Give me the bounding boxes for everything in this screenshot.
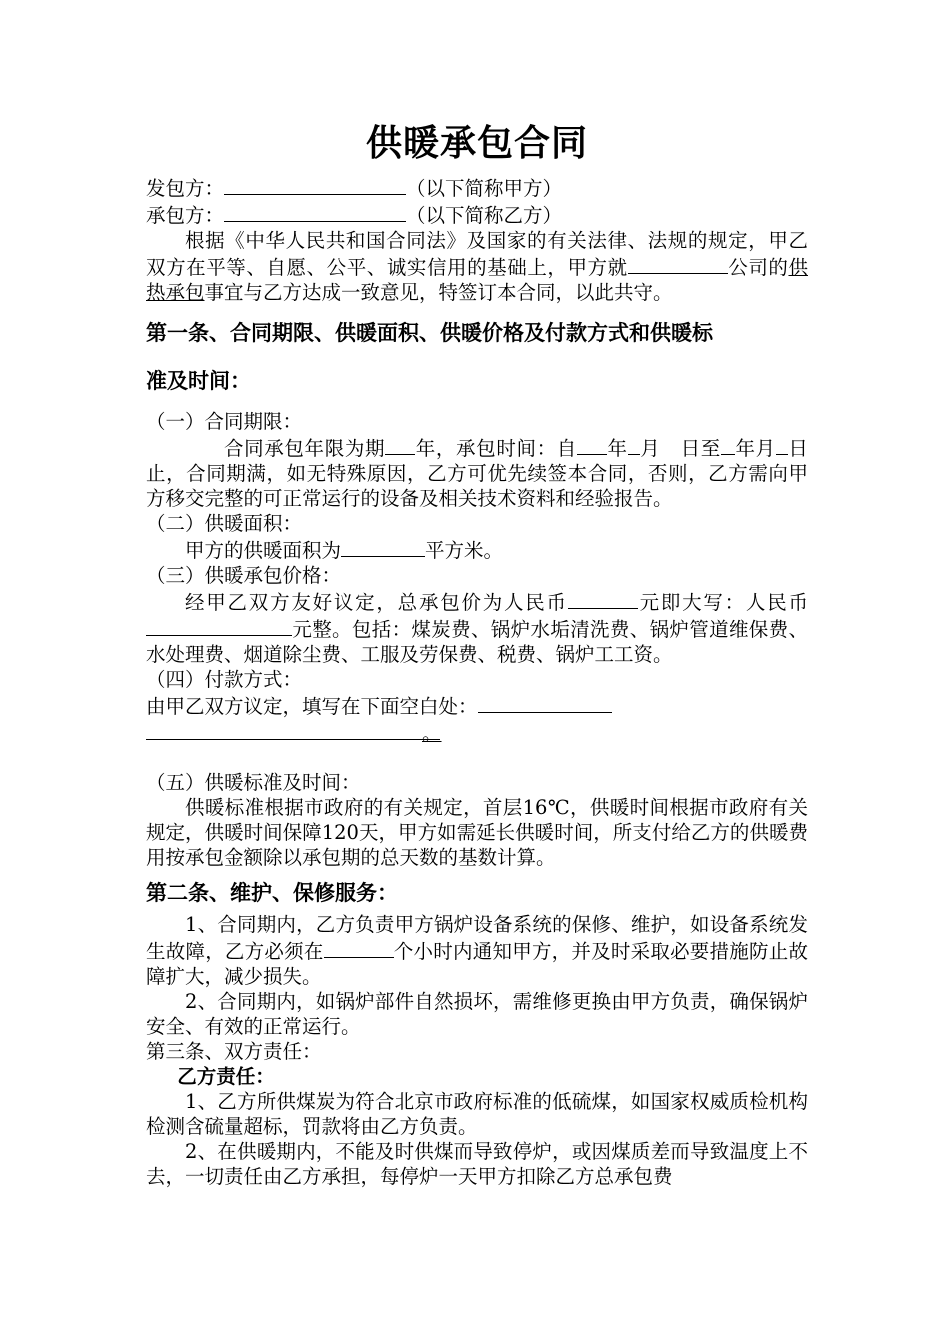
start-year-blank bbox=[577, 434, 607, 455]
article2-heading: 第二条、维护、保修服务： bbox=[146, 881, 398, 905]
price-blank bbox=[568, 588, 638, 609]
party-a-line bbox=[146, 174, 808, 201]
area-blank bbox=[341, 536, 425, 557]
section4-line2 bbox=[146, 719, 808, 746]
party-b-note: （以下简称乙方） bbox=[406, 204, 563, 227]
s1-text-3: 年 bbox=[606, 437, 628, 460]
s1-text-4: 月 日至 bbox=[639, 437, 721, 460]
s1-text-6: 日止，合同期满，如无特殊原因，乙方可优先续签本合同，否则，乙方需向甲方移交完整的可正常运行的设备及相关技术资料和经验报告。 bbox=[146, 437, 808, 510]
s4-text-1: 由甲乙双方议定，填写在下面空白处： bbox=[146, 695, 478, 718]
article3-para2: 2、在供暖期内，不能及时供煤而导致停炉，或因煤质差而导致温度上不去，一切责任由乙方承担，每停炉一天甲方扣除乙方总承包费 bbox=[146, 1140, 808, 1188]
payment-blank-2 bbox=[146, 719, 440, 740]
s2-text-2: 平方米。 bbox=[425, 539, 504, 562]
article1-heading-line1: 第一条、合同期限、供暖面积、供暖价格及付款方式和供暖标 bbox=[146, 321, 713, 345]
party-b-line bbox=[146, 201, 808, 228]
hours-blank bbox=[324, 937, 394, 958]
price-words-blank bbox=[146, 615, 292, 636]
a2-text-2: 个小时内通知甲方，并及时采取必要措施防止故障扩大，减少损失。 bbox=[146, 940, 808, 988]
party-a-blank bbox=[224, 174, 406, 195]
preamble-text-3: 事宜与乙方达成一致意见，特签订本合同，以此共守。 bbox=[204, 281, 673, 304]
article3-heading: 第三条、双方责任： bbox=[146, 1040, 322, 1063]
s4-end: 。 bbox=[422, 722, 442, 745]
s1-text-1: 合同承包年限为期 bbox=[224, 437, 386, 460]
contract-page bbox=[146, 118, 808, 1189]
s2-text-1: 甲方的供暖面积为 bbox=[185, 539, 342, 562]
article1-heading bbox=[146, 309, 808, 405]
spacer bbox=[146, 746, 808, 770]
preamble-text-1: 根据《中华人民共和国合同法》及国家的有关法律、法规的规定，甲乙双方在平等、自愿、公平、诚实信用的基础上，甲方就 bbox=[146, 229, 808, 279]
section3-body bbox=[146, 588, 808, 667]
article2-para2: 2、合同期内，如锅炉部件自然损坏，需维修更换由甲方负责，确保锅炉安全、有效的正常运行。 bbox=[146, 990, 808, 1038]
preamble-underlined: 供热承包 bbox=[146, 256, 808, 304]
section3-title: （三）供暖承包价格： bbox=[146, 564, 342, 587]
section4-title: （四）付款方式： bbox=[146, 668, 303, 691]
section1-body bbox=[146, 434, 808, 511]
party-a-label: 发包方： bbox=[146, 177, 225, 200]
end-year-blank bbox=[721, 434, 735, 455]
section2-title: （二）供暖面积： bbox=[146, 512, 303, 535]
preamble-text-2: 公司的 bbox=[727, 256, 789, 279]
section5-title: （五）供暖标准及时间： bbox=[146, 771, 361, 794]
s1-text-5: 年月 bbox=[734, 437, 776, 460]
end-day-blank bbox=[776, 434, 788, 455]
section5-body: 供暖标准根据市政府的有关规定，首层16℃，供暖时间根据市政府有关规定，供暖时间保障120天，甲方如需延长供暖时间，所支付给乙方的供暖费用按承包金额除以承包期的总天数的基数计算。 bbox=[146, 796, 808, 869]
article3-sub-heading: 乙方责任： bbox=[177, 1065, 275, 1088]
s3-text-2: 元即大写：人民币 bbox=[637, 591, 808, 614]
party-b-blank bbox=[224, 201, 406, 222]
party-a-note: （以下简称甲方） bbox=[406, 177, 563, 200]
article2-para1 bbox=[146, 912, 808, 989]
company-blank-2 bbox=[654, 253, 728, 274]
document-title: 供暖承包合同 bbox=[365, 123, 588, 164]
article1-heading-line2: 准及时间： bbox=[146, 369, 251, 393]
start-month-blank bbox=[628, 434, 640, 455]
section4-body bbox=[146, 692, 808, 719]
s1-text-2: 年，承包时间：自 bbox=[415, 437, 577, 460]
company-blank-1 bbox=[628, 253, 654, 274]
years-blank bbox=[385, 434, 415, 455]
s3-text-1: 经甲乙双方友好议定，总承包价为人民币 bbox=[185, 591, 568, 614]
preamble-paragraph bbox=[146, 228, 808, 305]
section2-body bbox=[146, 536, 808, 563]
payment-blank-1 bbox=[478, 692, 612, 713]
party-b-label: 承包方： bbox=[146, 204, 225, 227]
section1-title: （一）合同期限： bbox=[146, 410, 303, 433]
article3-para1: 1、乙方所供煤炭为符合北京市政府标准的低硫煤，如国家权威质检机构检测含硫量超标，罚款将由乙方负责。 bbox=[146, 1090, 808, 1138]
a2-text-1: 1、合同期内，乙方负责甲方锅炉设备系统的保修、维护，如设备系统发生故障，乙方必须在 bbox=[146, 913, 808, 963]
s3-text-3: 元整。包括：煤炭费、锅炉水垢清洗费、锅炉管道维保费、水处理费、烟道除尘费、工服及劳保费、税费、锅炉工工资。 bbox=[146, 618, 808, 666]
